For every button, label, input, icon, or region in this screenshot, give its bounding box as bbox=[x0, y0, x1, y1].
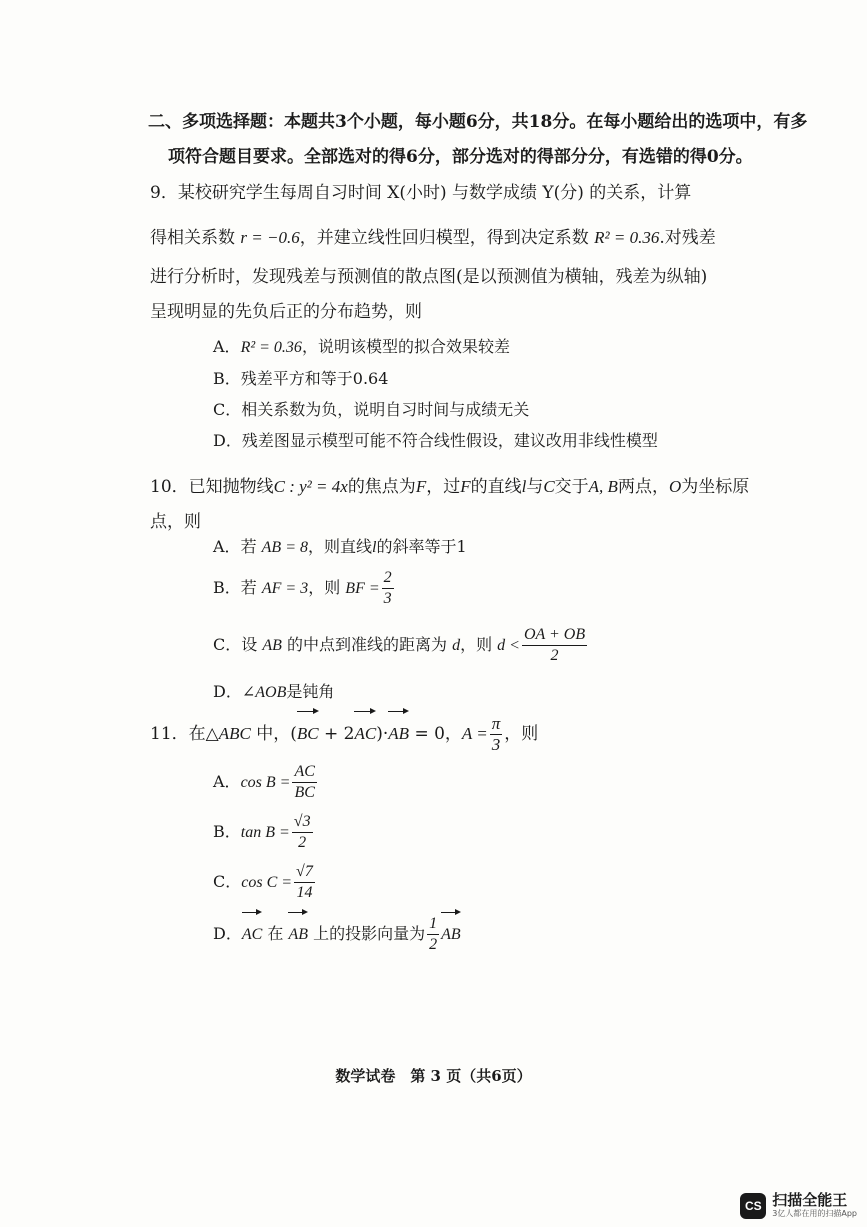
fraction-numerator: OA + OB bbox=[522, 625, 587, 646]
option-math: AF = 3 bbox=[261, 580, 309, 597]
option-math: R² = 0.36 bbox=[240, 339, 302, 356]
option-math: BF = bbox=[345, 580, 380, 597]
fraction-numerator: π bbox=[491, 714, 501, 733]
option-label: D． bbox=[213, 682, 242, 701]
q11-angle-a: A = bbox=[461, 724, 488, 743]
section-title-line2: 项符合题目要求。全部选对的得6分，部分选对的得部分分，有选错的得0分。 bbox=[168, 147, 753, 167]
option-label: A． bbox=[213, 772, 241, 791]
option-label: D． bbox=[213, 924, 242, 943]
option-label: B． bbox=[213, 578, 241, 597]
vector-ac: AC bbox=[354, 714, 376, 754]
option-math: d < bbox=[497, 637, 520, 654]
fraction bbox=[427, 914, 439, 955]
option-text: 设 bbox=[241, 635, 263, 654]
fraction-numerator: 1 bbox=[427, 914, 439, 935]
q10-option-c bbox=[213, 625, 589, 666]
q9-line3: 进行分析时，发现残差与预测值的散点图(是以预测值为横轴，残差为纵轴) bbox=[150, 267, 708, 287]
q9-text: .对残差 bbox=[659, 228, 716, 248]
q10-line-l: l bbox=[521, 477, 527, 496]
option-text: 若 bbox=[240, 578, 262, 597]
option-label: A． bbox=[213, 537, 241, 556]
option-text: 上的投影向量为 bbox=[308, 924, 426, 943]
fraction-numerator: √7 bbox=[294, 862, 315, 883]
q11-option-b bbox=[213, 812, 315, 853]
q10-text: ，过 bbox=[426, 477, 461, 497]
option-text: ，说明该模型的拟合效果较差 bbox=[301, 337, 510, 356]
q11-option-c bbox=[213, 862, 317, 903]
option-text: ，则 bbox=[460, 635, 498, 654]
camscanner-logo-icon: CS bbox=[740, 1193, 766, 1219]
watermark-sub: 3亿人都在用的扫描App bbox=[772, 1209, 857, 1218]
fraction-denominator: 14 bbox=[296, 884, 313, 901]
fraction-denominator: 2 bbox=[429, 936, 438, 953]
fraction-numerator: AC bbox=[292, 762, 316, 783]
q10-text: 两点， bbox=[617, 477, 669, 497]
option-text: 残差图显示模型可能不符合线性假设，建议改用非线性模型 bbox=[241, 431, 658, 450]
option-math: l bbox=[372, 539, 377, 556]
watermark-main: 扫描全能王 bbox=[772, 1191, 848, 1209]
option-label: A． bbox=[213, 337, 241, 356]
q9-option-c bbox=[213, 398, 529, 422]
fraction bbox=[490, 714, 503, 755]
q10-line2: 点，则 bbox=[150, 512, 201, 532]
section-title-line1: 二、多项选择题：本题共3个小题，每小题6分，共18分。在每小题给出的选项中，有多 bbox=[148, 112, 808, 132]
q9-line2 bbox=[150, 226, 716, 250]
option-math: cos B = bbox=[240, 774, 291, 791]
option-label: B． bbox=[213, 822, 241, 841]
q10-origin: O bbox=[668, 477, 682, 496]
vector-ab: AB bbox=[441, 915, 461, 955]
q10-curve: C : y² = 4x bbox=[273, 477, 348, 496]
q11-text: = 0， bbox=[409, 724, 462, 744]
q11-option-a bbox=[213, 762, 319, 803]
q9-text: ，并建立线性回归模型，得到决定系数 bbox=[299, 228, 595, 248]
q10-option-b bbox=[213, 568, 396, 609]
fraction bbox=[522, 625, 587, 666]
q11-triangle: △ABC bbox=[205, 724, 251, 743]
fraction bbox=[292, 762, 316, 803]
option-text: ，则 bbox=[308, 578, 346, 597]
q9-line4: 呈现明显的先负后正的分布趋势，则 bbox=[150, 302, 422, 322]
fraction bbox=[294, 862, 315, 903]
option-text: ，则直线 bbox=[308, 537, 373, 556]
page-footer: 数学试卷 第 3 页（共6页） bbox=[335, 1067, 532, 1085]
fraction-numerator: √3 bbox=[292, 812, 313, 833]
fraction-denominator: 2 bbox=[550, 647, 559, 664]
q11-text: )· bbox=[376, 724, 389, 744]
q10-text: 的焦点为 bbox=[347, 477, 416, 497]
option-label: B． bbox=[213, 369, 241, 388]
q10-option-d bbox=[213, 680, 334, 705]
vector-ab: AB bbox=[288, 915, 308, 955]
q9-option-b bbox=[213, 367, 388, 391]
vector-bc: BC bbox=[297, 714, 319, 754]
scanner-watermark bbox=[740, 1192, 857, 1219]
q10-option-a bbox=[213, 535, 467, 560]
fraction-numerator: 2 bbox=[382, 568, 394, 589]
option-text: 是钝角 bbox=[286, 682, 335, 701]
fraction-denominator: 2 bbox=[298, 834, 307, 851]
option-text: 的中点到准线的距离为 bbox=[281, 635, 453, 654]
q10-focus: F bbox=[415, 477, 427, 496]
fraction-denominator: 3 bbox=[491, 735, 501, 754]
q10-focus: F bbox=[460, 477, 471, 496]
q9-text: 得相关系数 bbox=[150, 228, 241, 248]
q9-r-expr: r = −0.6 bbox=[240, 228, 300, 247]
q10-curve-c: C bbox=[543, 477, 555, 496]
q11-text: 中，( bbox=[250, 724, 297, 744]
option-text: 在 bbox=[262, 924, 289, 943]
q11-line1 bbox=[150, 714, 538, 755]
option-math: tan B = bbox=[240, 824, 290, 841]
fraction bbox=[292, 812, 313, 853]
option-label: C． bbox=[213, 400, 242, 419]
option-label: D． bbox=[213, 431, 242, 450]
option-math: ∠AOB bbox=[241, 684, 287, 701]
vector-ab: AB bbox=[388, 714, 409, 754]
fraction-denominator: 3 bbox=[383, 590, 392, 607]
q11-text: ，则 bbox=[504, 724, 539, 744]
option-math: d bbox=[452, 637, 461, 654]
option-text: 相关系数为负，说明自习时间与成绩无关 bbox=[241, 400, 530, 419]
option-text: 的斜率等于1 bbox=[376, 537, 467, 556]
fraction-denominator: BC bbox=[294, 784, 315, 801]
q10-text: 与 bbox=[526, 477, 544, 497]
q10-text: 的直线 bbox=[470, 477, 522, 497]
q11-text: + 2 bbox=[318, 724, 355, 744]
option-math: AB bbox=[262, 637, 282, 654]
option-math: AB = 8 bbox=[261, 539, 308, 556]
q10-text: 为坐标原 bbox=[681, 477, 750, 497]
q10-text: 交于 bbox=[554, 477, 589, 497]
q9-option-d bbox=[213, 429, 658, 453]
q9-r2-expr: R² = 0.36 bbox=[594, 228, 660, 247]
q10-line1 bbox=[150, 475, 749, 499]
q9-line1: 9．某校研究学生每周自习时间 X(小时) 与数学成绩 Y(分) 的关系，计算 bbox=[150, 183, 692, 203]
q9-option-a bbox=[213, 335, 510, 360]
fraction bbox=[382, 568, 394, 609]
option-math: cos C = bbox=[241, 874, 293, 891]
watermark-text bbox=[772, 1192, 857, 1219]
option-label: C． bbox=[213, 872, 242, 891]
q10-points: A, B bbox=[588, 477, 618, 496]
vector-ac: AC bbox=[242, 915, 262, 955]
q10-text: 10．已知抛物线 bbox=[150, 477, 274, 497]
q11-text: 11．在 bbox=[150, 724, 206, 744]
option-label: C． bbox=[213, 635, 242, 654]
q11-option-d bbox=[213, 914, 461, 955]
option-text: 残差平方和等于0.64 bbox=[240, 369, 389, 388]
option-text: 若 bbox=[240, 537, 262, 556]
